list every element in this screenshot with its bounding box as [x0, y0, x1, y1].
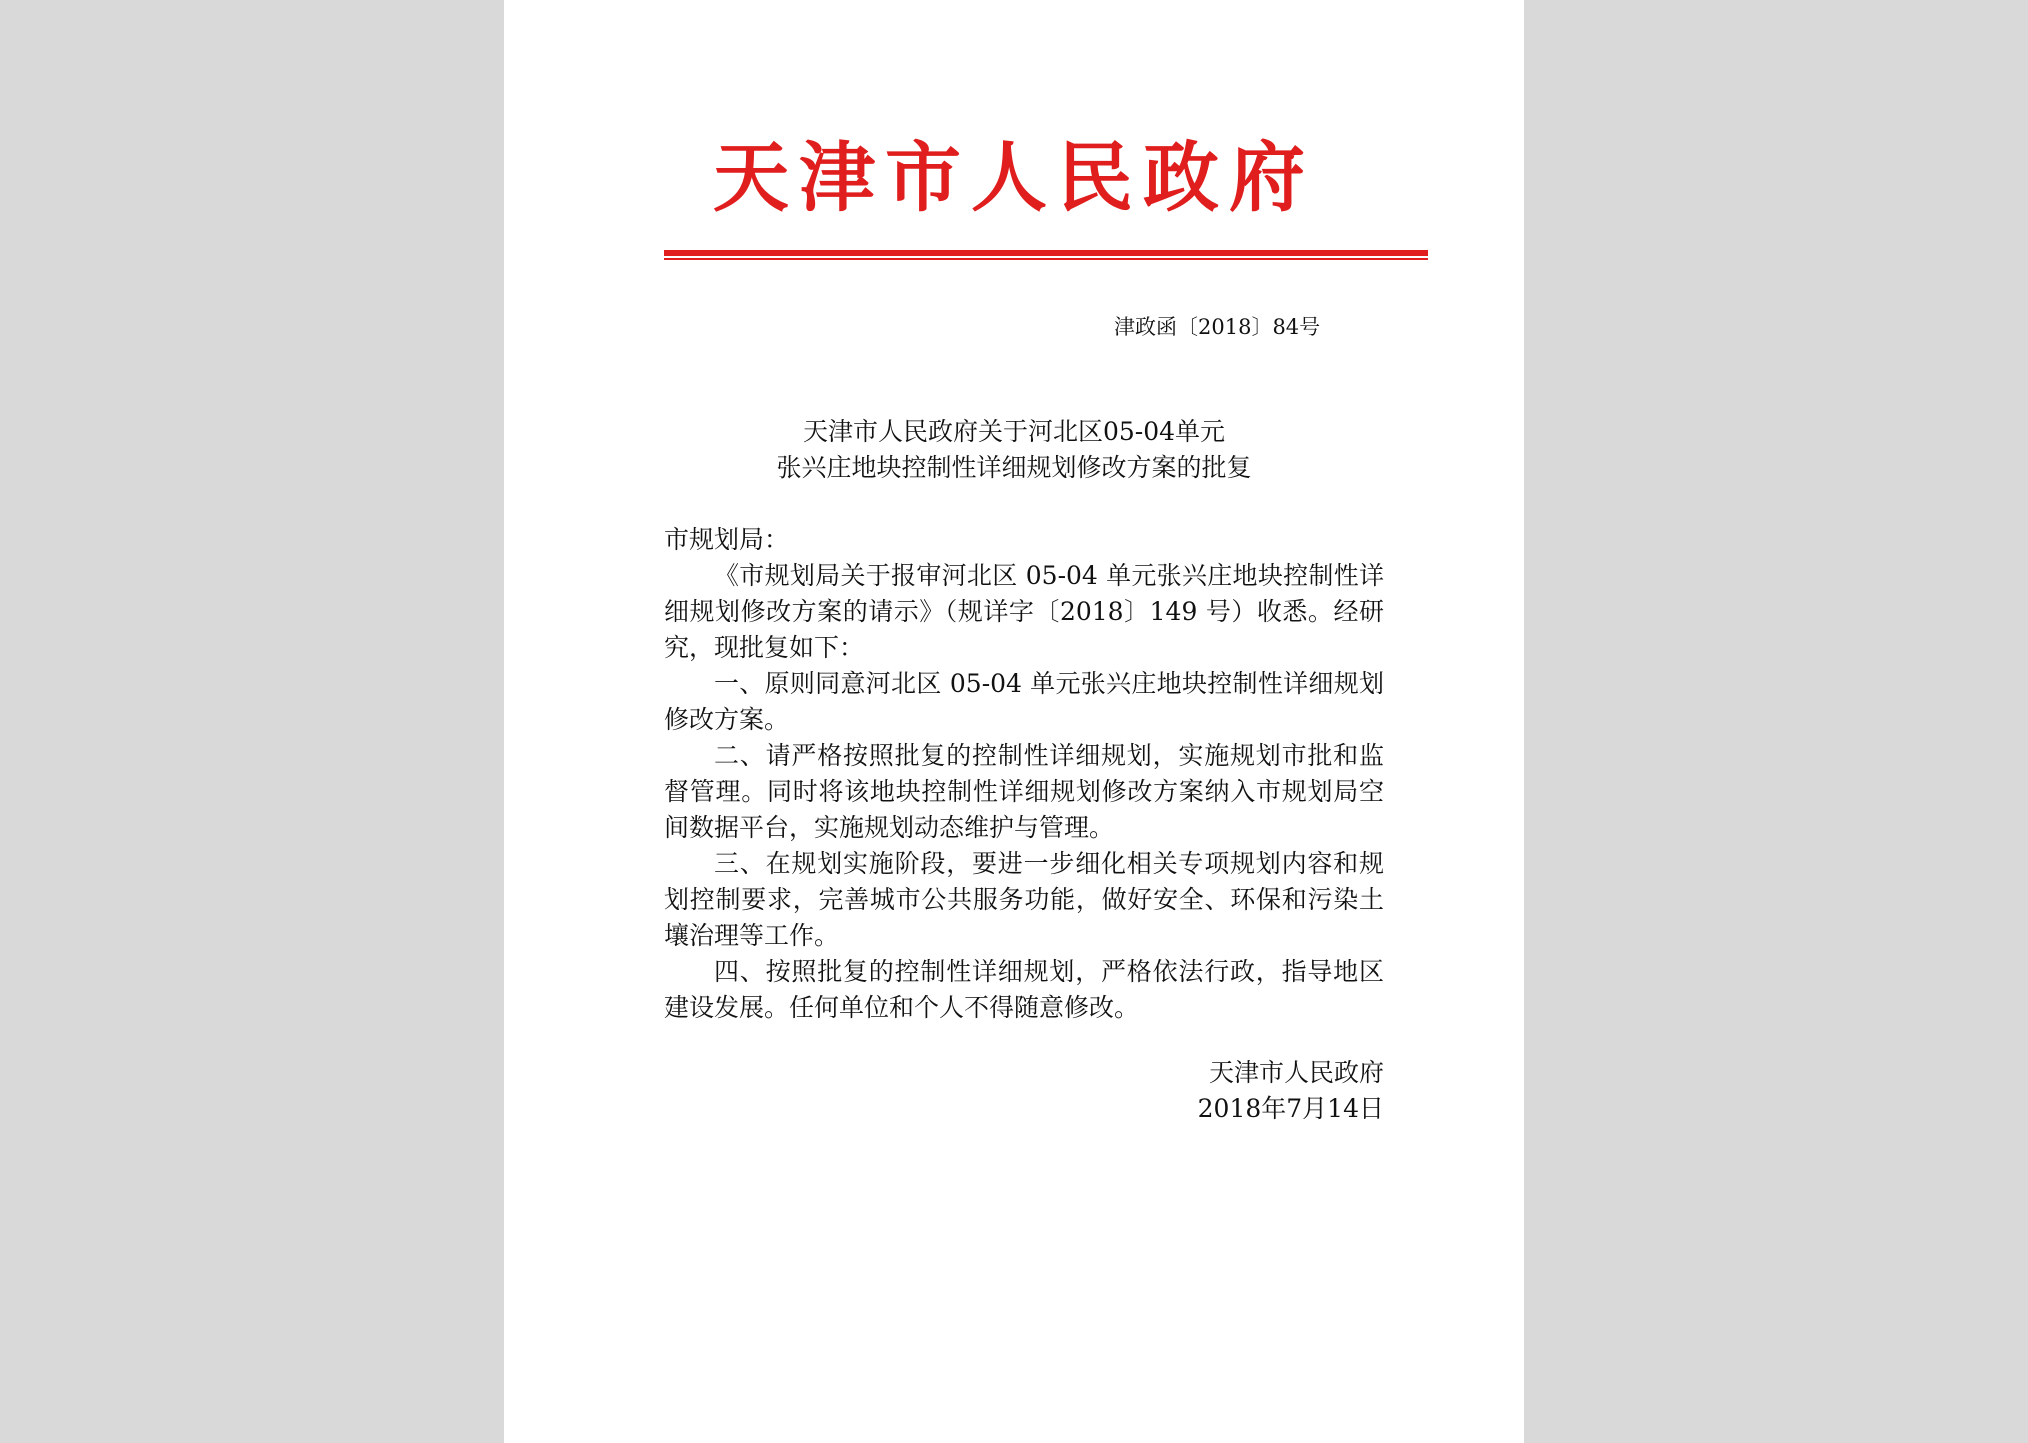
signature-org: 天津市人民政府	[1208, 1058, 1384, 1087]
signature-block	[1198, 1055, 1384, 1127]
document-title-line-2: 张兴庄地块控制性详细规划修改方案的批复	[776, 453, 1252, 482]
document-body	[664, 522, 1384, 1026]
addressee: 市规划局：	[664, 525, 790, 554]
paragraph-intro: 《市规划局关于报审河北区 05-04 单元张兴庄地块控制性详细规划修改方案的请示》（规详字〔2018〕149 号）收悉。经研究，现批复如下：	[664, 561, 1384, 662]
document-number: 津政函〔2018〕84号	[1114, 315, 1321, 339]
paragraph-item-3: 三、在规划实施阶段，要进一步细化相关专项规划内容和规划控制要求，完善城市公共服务功能，做好安全、环保和污染土壤治理等工作。	[664, 849, 1384, 950]
document-title	[654, 414, 1374, 486]
document-title-line-1: 天津市人民政府关于河北区05-04单元	[802, 417, 1226, 446]
paragraph-item-2: 二、请严格按照批复的控制性详细规划，实施规划市批和监督管理。同时将该地块控制性详细规划修改方案纳入市规划局空间数据平台，实施规划动态维护与管理。	[664, 741, 1384, 842]
paragraph-item-1: 一、原则同意河北区 05-04 单元张兴庄地块控制性详细规划修改方案。	[664, 669, 1384, 734]
signature-date: 2018年7月14日	[1197, 1094, 1384, 1123]
document-page	[504, 0, 1524, 1443]
letterhead-title: 天津市人民政府	[713, 133, 1315, 222]
letterhead-red-rule	[664, 250, 1428, 256]
letterhead-red-rule-thin	[664, 258, 1428, 260]
paragraph-item-4: 四、按照批复的控制性详细规划，严格依法行政，指导地区建设发展。任何单位和个人不得随意修改。	[664, 957, 1384, 1022]
